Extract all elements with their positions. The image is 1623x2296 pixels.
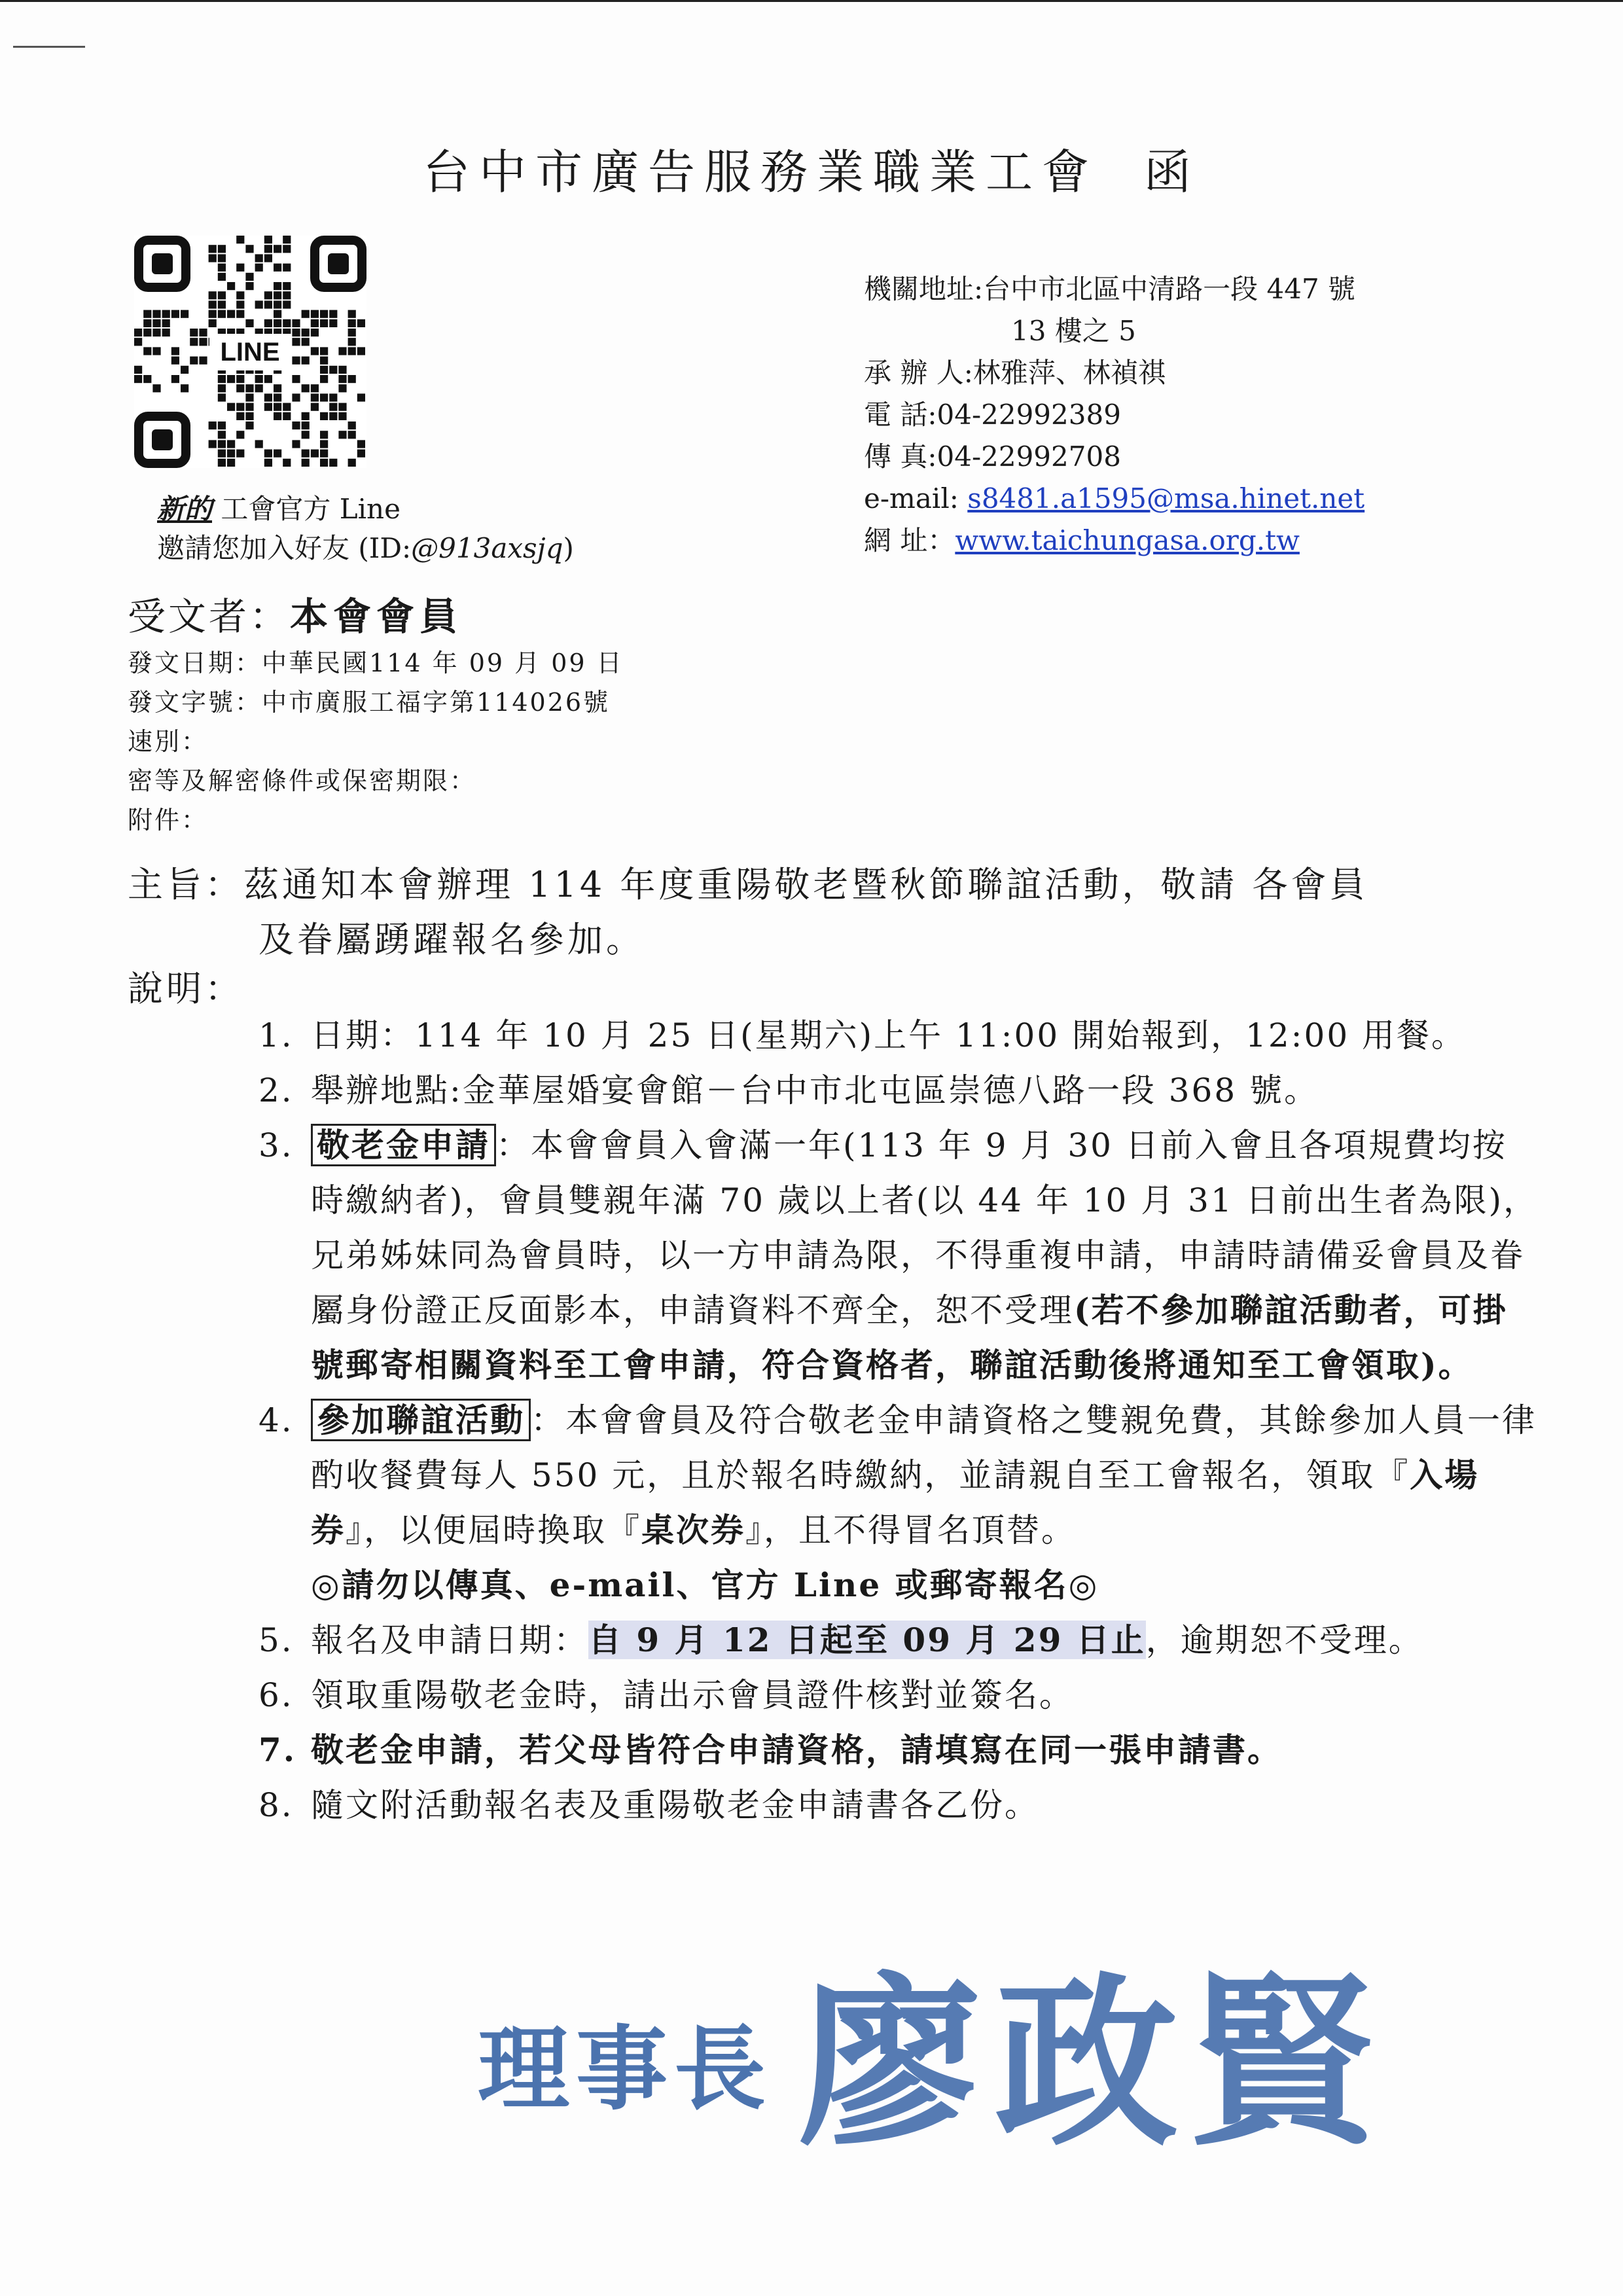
qr-module [227, 375, 235, 383]
item-text: ：本會會員入會滿一年(113 年 9 月 30 日前入會且各項規費均按時繳納者)，會員雙親年滿 70 歲以上者(以 44 年 10 月 31 日前出生者為限)，兄弟姊妹同為會員時，以一方申請為限，不得重複申請，申請時請備妥會員及眷屬身份證正反面影本，申請資料不齊全，恕不受理 [311, 1126, 1539, 1329]
qr-module [152, 347, 160, 355]
item-number: 6. [259, 1676, 294, 1714]
qr-module [320, 459, 328, 467]
doc-type: 函 [1144, 145, 1201, 200]
address-line-1: 機關地址:台中市北區中清路一段 447 號 [864, 273, 1356, 305]
line-caption-1: 工會官方 Line [221, 493, 401, 525]
qr-module [255, 254, 263, 262]
qr-module [227, 310, 235, 318]
qr-module [274, 384, 281, 392]
item-text: ：本會會員及符合敬老金申請資格之雙親免費，其餘參加人員一律酌收餐費每人 550 元，且於報名時繳納，並請親自至工會報名， [311, 1401, 1537, 1494]
qr-module [274, 300, 281, 308]
secrecy: 密等及解密條件或保密期限： [128, 766, 477, 795]
item-number: 2. [259, 1071, 294, 1109]
qr-module [302, 357, 310, 365]
qr-module [357, 347, 365, 355]
qr-module [218, 264, 226, 272]
qr-module [283, 300, 291, 308]
qr-module [338, 403, 346, 411]
qr-module [283, 282, 291, 290]
subject-line-1: 主旨：茲通知本會辦理 114 年度重陽敬老暨秋節聯誼活動，敬請 各會員 [128, 864, 1368, 905]
qr-line-logo: LINE [220, 338, 280, 367]
qr-module [134, 329, 142, 336]
qr-module [134, 366, 142, 374]
qr-module [218, 440, 226, 448]
qr-module [227, 282, 235, 290]
qr-module [311, 393, 319, 401]
qr-module [218, 450, 226, 457]
list-item [259, 1118, 1541, 1393]
qr-module [264, 393, 272, 401]
qr-module [209, 245, 217, 253]
qr-module [218, 422, 226, 429]
item-number: 3. [259, 1126, 294, 1164]
qr-module [236, 300, 244, 308]
qr-module [152, 319, 160, 327]
qr-module [255, 264, 263, 272]
qr-module [283, 403, 291, 411]
qr-module [302, 329, 310, 336]
qr-module [236, 375, 244, 383]
qr-module [190, 357, 198, 365]
issue-date: 發文日期：中華民國114 年 09 月 09 日 [128, 649, 624, 677]
qr-module [292, 393, 300, 401]
qr-module [274, 393, 281, 401]
qr-module [181, 384, 188, 392]
qr-module [245, 412, 253, 420]
qr-module [348, 338, 356, 346]
qr-module [236, 403, 244, 411]
qr-module [209, 254, 217, 262]
qr-module [199, 357, 207, 365]
qr-module [227, 450, 235, 457]
qr-module [302, 384, 310, 392]
qr-module [264, 319, 272, 327]
qr-module [311, 403, 319, 411]
qr-module [236, 236, 244, 243]
qr-module [357, 319, 365, 327]
qr-module [264, 254, 272, 262]
qr-module [245, 319, 253, 327]
ticket-entry: 入場券 [311, 1456, 1480, 1549]
chairman-signature-stamp [471, 1937, 1544, 2160]
qr-module [143, 347, 151, 355]
qr-module [209, 310, 217, 318]
recipient-value: 本會會員 [290, 594, 463, 639]
qr-module [264, 236, 272, 243]
qr-module [348, 319, 356, 327]
qr-module [320, 357, 328, 365]
qr-module [320, 431, 328, 439]
qr-module [171, 310, 179, 318]
qr-module [302, 412, 310, 420]
scan-edge-line [0, 0, 1623, 2]
qr-module [348, 310, 356, 318]
qr-module [348, 431, 356, 439]
org-name: 台中市廣告服務業職業工會 [422, 145, 1098, 200]
qr-module [311, 450, 319, 457]
qr-module [245, 403, 253, 411]
qr-module [274, 412, 281, 420]
document-meta [128, 643, 624, 840]
qr-module [274, 310, 281, 318]
qr-module [320, 393, 328, 401]
speed: 速別： [128, 727, 209, 756]
qr-module [209, 319, 217, 327]
qr-module [320, 375, 328, 383]
qr-module [302, 431, 310, 439]
qr-module [199, 329, 207, 336]
qr-module [320, 440, 328, 448]
qr-module [236, 450, 244, 457]
line-qr-code[interactable] [134, 236, 366, 468]
qr-module [320, 366, 328, 374]
qr-module [274, 245, 281, 253]
qr-module [292, 357, 300, 365]
qr-module [255, 384, 263, 392]
qr-module [255, 300, 263, 308]
qr-module [283, 459, 291, 467]
subject-line-2: 及眷屬踴躍報名參加。 [259, 919, 645, 960]
qr-module [152, 310, 160, 318]
qr-module [302, 450, 310, 457]
qr-module [283, 319, 291, 327]
qr-module [302, 459, 310, 467]
qr-module [181, 366, 188, 374]
phone: 電 話:04-22992389 [864, 399, 1121, 431]
list-item [259, 1723, 1541, 1778]
qr-module [274, 264, 281, 272]
recipient-label: 受文者： [128, 594, 291, 639]
qr-module [329, 403, 337, 411]
qr-module [218, 375, 226, 383]
qr-module [320, 310, 328, 318]
qr-module [302, 310, 310, 318]
qr-module [209, 440, 217, 448]
explanation-label: 說明： [128, 968, 243, 1009]
email-label: e-mail: [864, 482, 968, 514]
qr-module [311, 310, 319, 318]
item-text: 領取重陽敬老金時，請出示會員證件核對並簽名。 [311, 1676, 1074, 1714]
recipient [128, 586, 463, 641]
qr-module [199, 338, 207, 346]
qr-module [152, 329, 160, 336]
item-tag-boxed: 敬老金申請 [311, 1124, 496, 1166]
list-item [259, 1778, 1541, 1833]
qr-module [264, 450, 272, 457]
qr-module [134, 338, 142, 346]
qr-module [218, 384, 226, 392]
qr-module [283, 245, 291, 253]
qr-code-graphic [134, 236, 366, 468]
qr-module [329, 393, 337, 401]
qr-module [274, 450, 281, 457]
list-item [259, 1063, 1541, 1118]
qr-module [338, 384, 346, 392]
qr-module [274, 282, 281, 290]
qr-module [218, 310, 226, 318]
list-item [259, 1668, 1541, 1723]
qr-module [292, 319, 300, 327]
qr-module [245, 393, 253, 401]
qr-module [152, 384, 160, 392]
qr-module [209, 291, 217, 299]
qr-module [245, 273, 253, 281]
item-number: 5. [259, 1621, 294, 1659]
qr-module [143, 329, 151, 336]
qr-module [236, 264, 244, 272]
item-tag-boxed: 參加聯誼活動 [311, 1399, 531, 1441]
qr-module [302, 422, 310, 429]
signature-title: 理事長 [478, 2016, 773, 2123]
qr-module [245, 422, 253, 429]
qr-module [283, 412, 291, 420]
qr-module [292, 440, 300, 448]
qr-module [274, 319, 281, 327]
qr-module [218, 254, 226, 262]
qr-module [227, 459, 235, 467]
qr-module [236, 310, 244, 318]
qr-module [338, 375, 346, 383]
ticket-table: 桌次券 [641, 1511, 745, 1549]
issue-number: 發文字號：中市廣服工福字第114026號 [128, 688, 611, 717]
qr-module [338, 431, 346, 439]
qr-module [162, 319, 170, 327]
qr-module [329, 412, 337, 420]
qr-module [311, 347, 319, 355]
list-item: 5. 報名及申請日期：自 9 月 12 日起至 09 月 29 日止，逾期恕不受理。 [259, 1613, 1541, 1668]
qr-module [264, 459, 272, 467]
qr-module [236, 412, 244, 420]
qr-module [171, 347, 179, 355]
qr-module [245, 384, 253, 392]
qr-module [357, 450, 365, 457]
qr-module [218, 431, 226, 439]
qr-module [320, 412, 328, 420]
qr-module [227, 403, 235, 411]
item-text: 舉辦地點:金華屋婚宴會館－台中市北屯區崇德八路一段 368 號。 [311, 1071, 1319, 1109]
qr-module [218, 291, 226, 299]
qr-module [227, 440, 235, 448]
qr-module [329, 319, 337, 327]
qr-module [264, 300, 272, 308]
qr-module [171, 375, 179, 383]
qr-module [283, 236, 291, 243]
qr-module [329, 310, 337, 318]
qr-module [311, 319, 319, 327]
qr-module [209, 300, 217, 308]
qr-module [311, 329, 319, 336]
item-number: 4. [259, 1401, 294, 1439]
qr-module [292, 338, 300, 346]
line-id: @913axsjq [411, 532, 563, 564]
qr-module [209, 422, 217, 429]
qr-module [236, 384, 244, 392]
qr-module [348, 459, 356, 467]
qr-module [264, 245, 272, 253]
qr-module [329, 366, 337, 374]
qr-module [357, 393, 365, 401]
qr-module [348, 347, 356, 355]
qr-module [348, 329, 356, 336]
list-item: 4. 參加聯誼活動 ：本會會員及符合敬老金申請資格之雙親免費，其餘參加人員一律酌收餐費每人 550 元，且於報名時繳納，並請親自至工會報名，領取『入場券』，以便屆時換取『桌次券』，且不得冒名頂替。 ◎請勿以傳真、e-mail、官方 Line 或郵寄報名◎ [259, 1393, 1541, 1613]
qr-module [181, 310, 188, 318]
address-line-2: 13 樓之 5 [1011, 315, 1136, 347]
corner-mark [13, 46, 85, 48]
qr-module [255, 375, 263, 383]
list-item [259, 1008, 1541, 1063]
qr-module [338, 366, 346, 374]
qr-module [292, 375, 300, 383]
qr-module [245, 282, 253, 290]
item-text: 日期：114 年 10 月 25 日(星期六)上午 11:00 開始報到，12:00 用餐。 [311, 1016, 1467, 1054]
line-promo-caption: 新的 工會官方 Line 邀請您加入好友 (ID:@913axsjq) [157, 493, 574, 564]
qr-module [218, 300, 226, 308]
qr-module [218, 393, 226, 401]
qr-module [264, 403, 272, 411]
item-number: 8. [259, 1786, 294, 1824]
qr-module [348, 375, 356, 383]
qr-module [143, 319, 151, 327]
qr-module [274, 291, 281, 299]
qr-module [236, 431, 244, 439]
signature-graphic [471, 1937, 1544, 2160]
qr-module [302, 338, 310, 346]
new-label: 新的 [157, 493, 213, 525]
qr-module [329, 459, 337, 467]
qr-module [320, 319, 328, 327]
qr-module [245, 245, 253, 253]
handler: 承 辦 人:林雅萍、林禎祺 [864, 357, 1166, 389]
qr-module [292, 422, 300, 429]
qr-module [311, 384, 319, 392]
qr-module [218, 459, 226, 467]
qr-module [236, 291, 244, 299]
item-bold-text: (若不參加聯誼活動者，可掛號郵寄相關資料至工會申請，符合資格者，聯誼活動後將通知至工會領取)。 [311, 1291, 1508, 1384]
qr-module [338, 347, 346, 355]
qr-module [218, 273, 226, 281]
qr-module [143, 375, 151, 383]
qr-module [320, 450, 328, 457]
subject [128, 857, 1368, 967]
qr-module [274, 403, 281, 411]
item-number: 7. [259, 1731, 297, 1769]
website-link[interactable]: www.taichungasa.org.tw [955, 524, 1300, 556]
qr-module [190, 338, 198, 346]
qr-module [171, 357, 179, 365]
qr-module [143, 310, 151, 318]
qr-module [283, 291, 291, 299]
document-title [0, 134, 1623, 202]
qr-module [320, 347, 328, 355]
attachment: 附件： [128, 806, 209, 834]
qr-module [338, 412, 346, 420]
email-link[interactable]: s8481.a1595@msa.hinet.net [967, 482, 1365, 514]
registration-notice: ◎請勿以傳真、e-mail、官方 Line 或郵寄報名◎ [311, 1566, 1099, 1604]
qr-module [264, 375, 272, 383]
qr-module [218, 245, 226, 253]
qr-module [134, 375, 142, 383]
signature-name: 廖政賢 [798, 1956, 1387, 2160]
item-number: 1. [259, 1016, 294, 1054]
qr-module [162, 329, 170, 336]
qr-module [348, 422, 356, 429]
qr-module [357, 440, 365, 448]
contact-block [864, 268, 1364, 562]
qr-module [162, 310, 170, 318]
item-text: 敬老金申請，若父母皆符合申請資格，請填寫在同一張申請書。 [311, 1731, 1282, 1769]
item-text: 隨文附活動報名表及重陽敬老金申請書各乙份。 [311, 1786, 1039, 1824]
highlighted-dates: 自 9 月 12 日起至 09 月 29 日止 [588, 1621, 1146, 1659]
website-label: 網 址： [864, 524, 955, 556]
line-caption-2: 邀請您加入好友 (ID: [157, 532, 412, 564]
qr-module [255, 440, 263, 448]
qr-module [283, 264, 291, 272]
qr-module [190, 329, 198, 336]
qr-module [292, 329, 300, 336]
explanation-list [259, 1008, 1541, 1833]
fax: 傳 真:04-22992708 [864, 440, 1121, 473]
qr-module [264, 291, 272, 299]
